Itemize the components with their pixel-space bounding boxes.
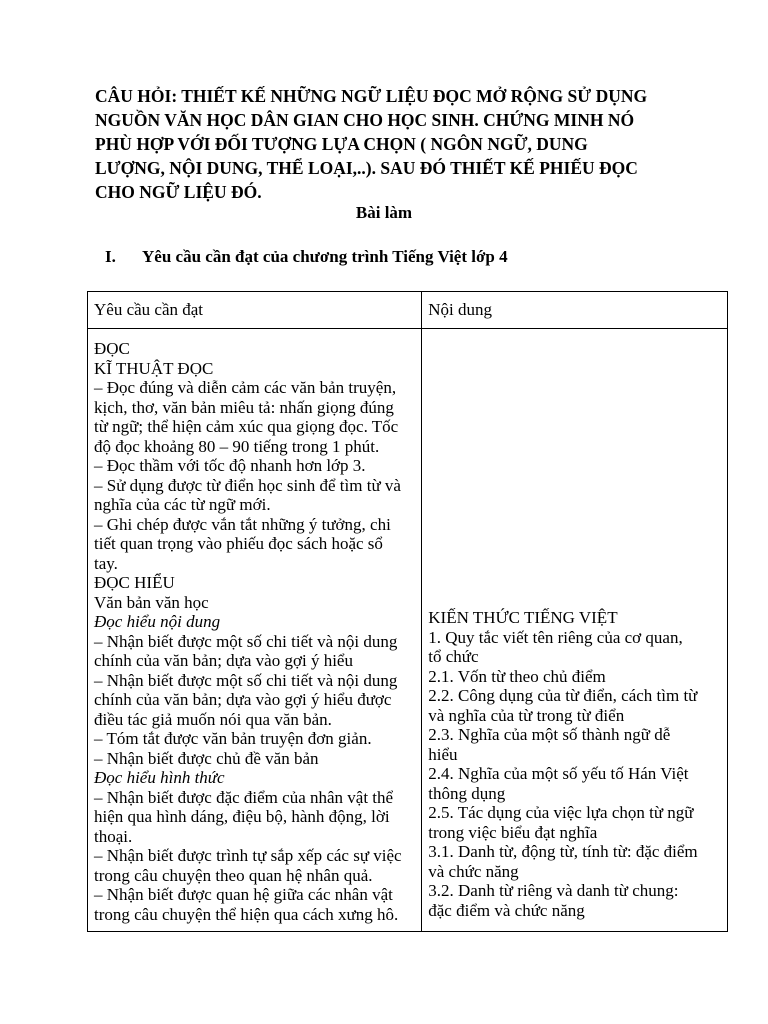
- header-content: Nội dung: [422, 292, 728, 329]
- cell-line: 3.1. Danh từ, động từ, tính từ: đặc điểm: [428, 842, 698, 861]
- cell-line: – Nhận biết được đặc điểm của nhân vật thể: [94, 787, 394, 807]
- question-line: PHÙ HỢP VỚI ĐỐI TƯỢNG LỰA CHỌN ( NGÔN NGỮ, DUNG: [95, 134, 588, 154]
- cell-line: 2.4. Nghĩa của một số yếu tố Hán Việt: [428, 764, 689, 783]
- cell-line: – Nhận biết được một số chi tiết và nội dung: [94, 631, 398, 651]
- cell-line: kịch, thơ, văn bản miêu tả: nhấn giọng đúng: [94, 397, 394, 417]
- requirements-table: [87, 291, 728, 932]
- cell-line: trong việc biểu đạt nghĩa: [428, 822, 598, 842]
- question-line: CÂU HỎI: THIẾT KẾ NHỮNG NGỮ LIỆU ĐỌC MỞ RỘNG SỬ DỤNG: [95, 86, 648, 106]
- question-line: LƯỢNG, NỘI DUNG, THỂ LOẠI,..). SAU ĐÓ THIẾT KẾ PHIẾU ĐỌC: [95, 158, 638, 178]
- cell-line-italic: Đọc hiểu hình thức: [94, 768, 225, 787]
- work-title: Bài làm: [355, 203, 413, 222]
- section-title: Yêu cầu cần đạt của chương trình Tiếng Việt lớp 4: [142, 247, 508, 266]
- cell-line: – Nhận biết được quan hệ giữa các nhân vật: [94, 885, 393, 904]
- cell-line: điều tác giả muốn nói qua văn bản.: [94, 709, 332, 729]
- cell-line: – Nhận biết được trình tự sắp xếp các sự việc: [94, 846, 402, 865]
- cell-line: 2.3. Nghĩa của một số thành ngữ dễ: [428, 725, 671, 744]
- cell-line: từ ngữ; thể hiện cảm xúc qua giọng đọc. Tốc: [94, 417, 399, 436]
- cell-line: ĐỌC: [94, 339, 130, 358]
- cell-line: chính của văn bản; dựa vào gợi ý hiểu: [94, 651, 353, 670]
- cell-line: – Sử dụng được từ điển học sinh để tìm từ và: [94, 475, 401, 495]
- cell-line: thoại.: [94, 826, 133, 846]
- requirements-cell: [88, 329, 422, 932]
- cell-line: chính của văn bản; dựa vào gợi ý hiểu được: [94, 690, 392, 709]
- cell-line: và chức năng: [428, 861, 519, 881]
- cell-line: nghĩa của các từ ngữ mới.: [94, 495, 271, 514]
- cell-line: 2.5. Tác dụng của việc lựa chọn từ ngữ: [428, 803, 694, 822]
- cell-line: trong câu chuyện theo quan hệ nhân quả.: [94, 865, 373, 885]
- cell-line: 3.2. Danh từ riêng và danh từ chung:: [428, 881, 679, 900]
- cell-line: Văn bản văn học: [94, 592, 209, 612]
- cell-line: trong câu chuyện thể hiện qua cách xưng hô.: [94, 904, 399, 924]
- cell-line: KIẾN THỨC TIẾNG VIỆT: [428, 608, 618, 627]
- header-requirements: Yêu cầu cần đạt: [88, 292, 422, 329]
- question-line: NGUỒN VĂN HỌC DÂN GIAN CHO HỌC SINH. CHỨNG MINH NÓ: [95, 110, 635, 130]
- cell-line: – Đọc đúng và diễn cảm các văn bản truyện,: [94, 378, 397, 397]
- cell-line: tiết quan trọng vào phiếu đọc sách hoặc sổ: [94, 534, 383, 553]
- cell-line: thông dụng: [428, 783, 506, 803]
- question-heading: [95, 84, 685, 204]
- content-cell: [422, 329, 728, 932]
- cell-line: – Tóm tắt được văn bản truyện đơn giản.: [94, 729, 372, 748]
- cell-line: tổ chức: [428, 647, 479, 666]
- cell-line: 2.1. Vốn từ theo chủ điểm: [428, 666, 606, 686]
- section-heading: [105, 246, 508, 268]
- cell-line: – Nhận biết được một số chi tiết và nội dung: [94, 670, 398, 690]
- content-spacer: [428, 339, 721, 608]
- cell-line: – Nhận biết được chủ đề văn bản: [94, 748, 319, 768]
- cell-line: tay.: [94, 553, 118, 573]
- table-row: [88, 329, 728, 932]
- cell-line: hiểu: [428, 744, 458, 764]
- cell-line: KĨ THUẬT ĐỌC: [94, 358, 214, 378]
- cell-line: đặc điểm và chức năng: [428, 900, 585, 920]
- cell-line: hiện qua hình dáng, điệu bộ, hành động, lời: [94, 807, 390, 826]
- cell-line: và nghĩa của từ trong từ điển: [428, 705, 625, 725]
- cell-line-italic: Đọc hiểu nội dung: [94, 612, 221, 631]
- cell-line: – Đọc thầm với tốc độ nhanh hơn lớp 3.: [94, 456, 366, 475]
- table-header-row: [88, 292, 728, 329]
- section-number: I.: [105, 247, 116, 266]
- cell-line: ĐỌC HIỂU: [94, 573, 175, 592]
- cell-line: 1. Quy tắc viết tên riêng của cơ quan,: [428, 627, 683, 647]
- question-line: CHO NGỮ LIỆU ĐÓ.: [95, 182, 262, 202]
- cell-line: độ đọc khoảng 80 – 90 tiếng trong 1 phút.: [94, 436, 380, 456]
- cell-line: 2.2. Công dụng của từ điển, cách tìm từ: [428, 686, 698, 705]
- cell-line: – Ghi chép được vắn tắt những ý tưởng, chi: [94, 514, 391, 534]
